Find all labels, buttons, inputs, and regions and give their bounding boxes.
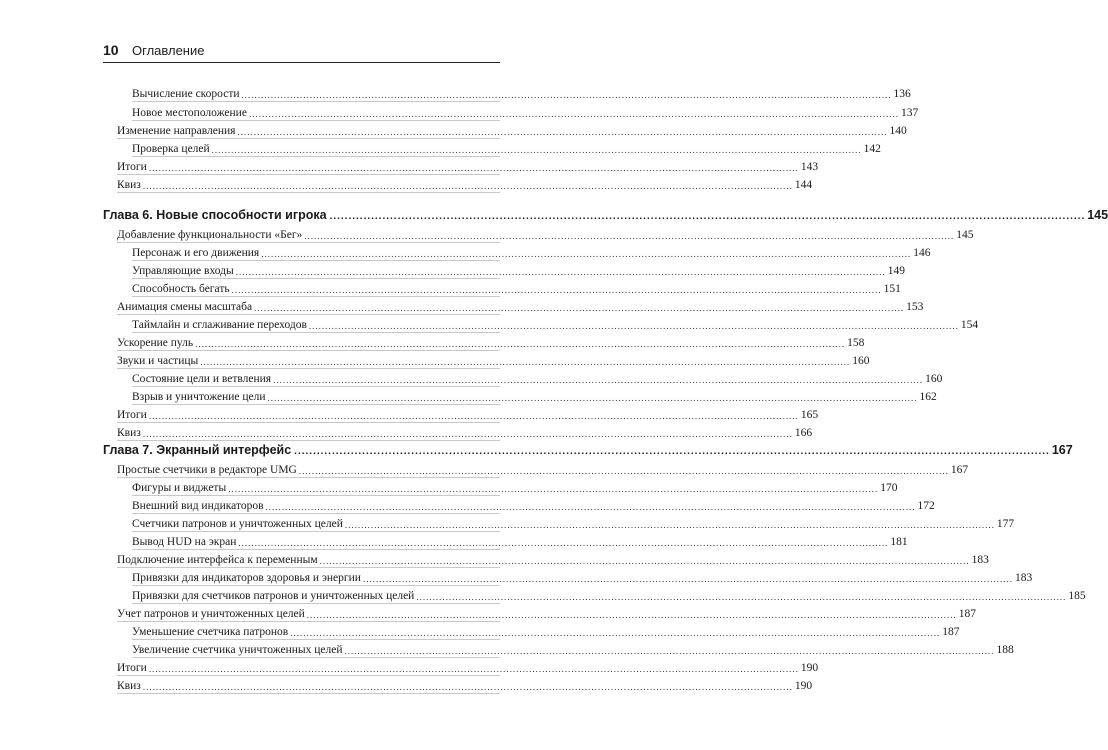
- dot-leader: ........................................................................................................................................................................................................: [273, 375, 924, 385]
- toc-entry[interactable]: [132, 569, 1033, 586]
- toc-entry-title: Квиз: [117, 179, 141, 191]
- chapter-title: Глава 6. Новые способности игрока: [103, 208, 327, 222]
- running-title: Оглавление: [132, 43, 205, 58]
- dot-leader: ........................................................................................................................................................................................................: [294, 446, 1050, 457]
- toc-entry-page: 153: [906, 301, 924, 313]
- dot-leader: ........................................................................................................................................................................................................: [298, 466, 949, 476]
- dot-leader: ........................................................................................................................................................................................................: [265, 502, 916, 512]
- chapter-7-heading[interactable]: [103, 440, 1073, 458]
- toc-entry-title: Способность бегать: [132, 283, 230, 295]
- toc-entry[interactable]: [132, 388, 937, 405]
- toc-entry-title: Увеличение счетчика уничтоженных целей: [132, 644, 343, 656]
- toc-entry-title: Учет патронов и уничтоженных целей: [117, 608, 305, 620]
- dot-leader: ........................................................................................................................................................................................................: [344, 646, 995, 656]
- toc-entry-title: Простые счетчики в редакторе UMG: [117, 464, 297, 476]
- page-number: 10: [103, 42, 119, 58]
- toc-entry-title: Добавление функциональности «Бег»: [117, 229, 303, 241]
- dot-leader: ........................................................................................................................................................................................................: [267, 393, 918, 403]
- toc-entry[interactable]: [132, 370, 943, 387]
- toc-entry-page: 137: [900, 107, 919, 119]
- toc-entry-page: 143: [800, 161, 819, 173]
- toc-entry[interactable]: [132, 587, 1086, 604]
- toc-entry-title: Проверка целей: [132, 143, 210, 155]
- toc-entry[interactable]: [132, 316, 979, 333]
- toc-entry-title: Взрыв и уничтожение цели: [132, 391, 266, 403]
- toc-entry-title: Ускорение пуль: [117, 337, 194, 349]
- toc-entry-title: Подключение интерфейса к переменным: [117, 554, 318, 566]
- toc-entry-title: Анимация смены масштаба: [117, 301, 253, 313]
- dot-leader: ........................................................................................................................................................................................................: [235, 267, 886, 277]
- toc-entry-title: Вычисление скорости: [132, 88, 240, 100]
- toc-entry-page: 142: [863, 143, 881, 155]
- toc-entry[interactable]: [117, 551, 989, 568]
- dot-leader: ........................................................................................................................................................................................................: [142, 429, 793, 439]
- toc-entry-title: Уменьшение счетчика патронов: [132, 626, 289, 638]
- toc-entry-page: 172: [917, 500, 935, 512]
- toc-entry-page: 190: [800, 662, 819, 674]
- dot-leader: ........................................................................................................................................................................................................: [306, 610, 957, 620]
- toc-entry-page: 188: [996, 644, 1014, 656]
- dot-leader: ........................................................................................................................................................................................................: [254, 303, 905, 313]
- toc-entry[interactable]: [117, 352, 870, 369]
- toc-entry[interactable]: [117, 158, 819, 175]
- toc-entry-title: Квиз: [117, 680, 141, 692]
- toc-entry[interactable]: [117, 461, 969, 478]
- toc-entry[interactable]: [132, 497, 935, 514]
- dot-leader: ........................................................................................................................................................................................................: [290, 628, 941, 638]
- toc-entry-page: 167: [950, 464, 969, 476]
- toc-entry-page: 160: [925, 373, 943, 385]
- toc-entry[interactable]: [132, 641, 1014, 658]
- page-header: [103, 40, 500, 63]
- toc-entry[interactable]: [132, 479, 898, 496]
- dot-leader: ........................................................................................................................................................................................................: [308, 321, 959, 331]
- dot-leader: ........................................................................................................................................................................................................: [304, 231, 955, 241]
- toc-entry[interactable]: [117, 424, 813, 441]
- toc-entry-page: 136: [893, 88, 911, 100]
- toc-entry[interactable]: [117, 176, 813, 193]
- dot-leader: ........................................................................................................................................................................................................: [200, 357, 851, 367]
- toc-entry[interactable]: [132, 623, 960, 640]
- toc-entry-title: Итоги: [117, 662, 147, 674]
- toc-entry[interactable]: [117, 226, 974, 243]
- toc-entry-title: Звуки и частицы: [117, 355, 199, 367]
- dot-leader: ........................................................................................................................................................................................................: [148, 411, 799, 421]
- dot-leader: ........................................................................................................................................................................................................: [238, 538, 889, 548]
- toc-entry-page: 144: [794, 179, 813, 191]
- toc-entry[interactable]: [132, 244, 931, 261]
- toc-entry-page: 149: [887, 265, 906, 277]
- toc-entry[interactable]: [117, 334, 865, 351]
- toc-entry-page: 183: [1014, 572, 1033, 584]
- toc-entry-title: Состояние цели и ветвления: [132, 373, 272, 385]
- toc-entry-title: Персонаж и его движения: [132, 247, 260, 259]
- toc-entry-page: 165: [800, 409, 819, 421]
- toc-entry[interactable]: [117, 298, 924, 315]
- toc-entry[interactable]: [132, 140, 881, 157]
- dot-leader: ........................................................................................................................................................................................................: [231, 285, 882, 295]
- toc-entry[interactable]: [117, 659, 819, 676]
- toc-entry-page: 160: [852, 355, 870, 367]
- dot-leader: ........................................................................................................................................................................................................: [148, 163, 799, 173]
- toc-entry-page: 151: [883, 283, 901, 295]
- dot-leader: ........................................................................................................................................................................................................: [142, 181, 793, 191]
- dot-leader: ........................................................................................................................................................................................................: [228, 484, 879, 494]
- toc-entry-title: Итоги: [117, 161, 147, 173]
- dot-leader: ........................................................................................................................................................................................................: [211, 145, 862, 155]
- dot-leader: ........................................................................................................................................................................................................: [416, 592, 1067, 602]
- toc-entry[interactable]: [132, 533, 908, 550]
- dot-leader: ........................................................................................................................................................................................................: [329, 211, 1086, 222]
- toc-entry-page: 170: [880, 482, 898, 494]
- toc-entry-title: Привязки для счетчиков патронов и уничтоженных целей: [132, 590, 415, 602]
- dot-leader: ........................................................................................................................................................................................................: [319, 556, 970, 566]
- toc-entry-page: 158: [847, 337, 865, 349]
- chapter-title: Глава 7. Экранный интерфейс: [103, 443, 292, 457]
- toc-entry-page: 183: [971, 554, 989, 566]
- toc-entry-page: 177: [996, 518, 1015, 530]
- dot-leader: ........................................................................................................................................................................................................: [344, 520, 995, 530]
- toc-entry-title: Внешний вид индикаторов: [132, 500, 264, 512]
- toc-entry-title: Фигуры и виджеты: [132, 482, 227, 494]
- chapter-6-heading[interactable]: [103, 205, 1108, 223]
- toc-entry-page: 185: [1068, 590, 1086, 602]
- toc-entry-page: 187: [958, 608, 977, 620]
- toc-entry-title: Итоги: [117, 409, 147, 421]
- toc-entry-page: 162: [919, 391, 937, 403]
- toc-entry-title: Вывод HUD на экран: [132, 536, 237, 548]
- toc-entry[interactable]: [117, 677, 813, 694]
- dot-leader: ........................................................................................................................................................................................................: [248, 109, 899, 119]
- dot-leader: ........................................................................................................................................................................................................: [195, 339, 846, 349]
- toc-entry-title: Квиз: [117, 427, 141, 439]
- dot-leader: ........................................................................................................................................................................................................: [241, 90, 892, 100]
- toc-entry-title: Изменение направления: [117, 125, 236, 137]
- toc-entry[interactable]: [117, 406, 819, 423]
- toc-entry-title: Новое местоположение: [132, 107, 247, 119]
- dot-leader: ........................................................................................................................................................................................................: [142, 682, 793, 692]
- toc-entry-title: Привязки для индикаторов здоровья и энергии: [132, 572, 361, 584]
- toc-entry[interactable]: [117, 122, 907, 139]
- toc-entry[interactable]: [117, 605, 977, 622]
- toc-entry-page: 140: [889, 125, 907, 137]
- chapter-page: 167: [1051, 443, 1073, 457]
- toc-entry-title: Управляющие входы: [132, 265, 234, 277]
- toc-entry[interactable]: [132, 515, 1015, 532]
- toc-entry-page: 181: [890, 536, 908, 548]
- toc-entry[interactable]: [132, 280, 901, 297]
- toc-entry-page: 187: [942, 626, 960, 638]
- toc-entry[interactable]: [132, 104, 919, 121]
- toc-entry-page: 166: [794, 427, 813, 439]
- toc-entry[interactable]: [132, 85, 911, 102]
- chapter-page: 145: [1087, 208, 1108, 222]
- toc-entry-page: 146: [913, 247, 931, 259]
- dot-leader: ........................................................................................................................................................................................................: [148, 664, 799, 674]
- toc-entry-page: 145: [956, 229, 974, 241]
- toc-entry-title: Счетчики патронов и уничтоженных целей: [132, 518, 343, 530]
- toc-entry-page: 190: [794, 680, 813, 692]
- toc-entry[interactable]: [132, 262, 906, 279]
- toc-entry-title: Таймлайн и сглаживание переходов: [132, 319, 307, 331]
- dot-leader: ........................................................................................................................................................................................................: [261, 249, 912, 259]
- toc-entry-page: 154: [960, 319, 979, 331]
- dot-leader: ........................................................................................................................................................................................................: [237, 127, 888, 137]
- dot-leader: ........................................................................................................................................................................................................: [362, 574, 1013, 584]
